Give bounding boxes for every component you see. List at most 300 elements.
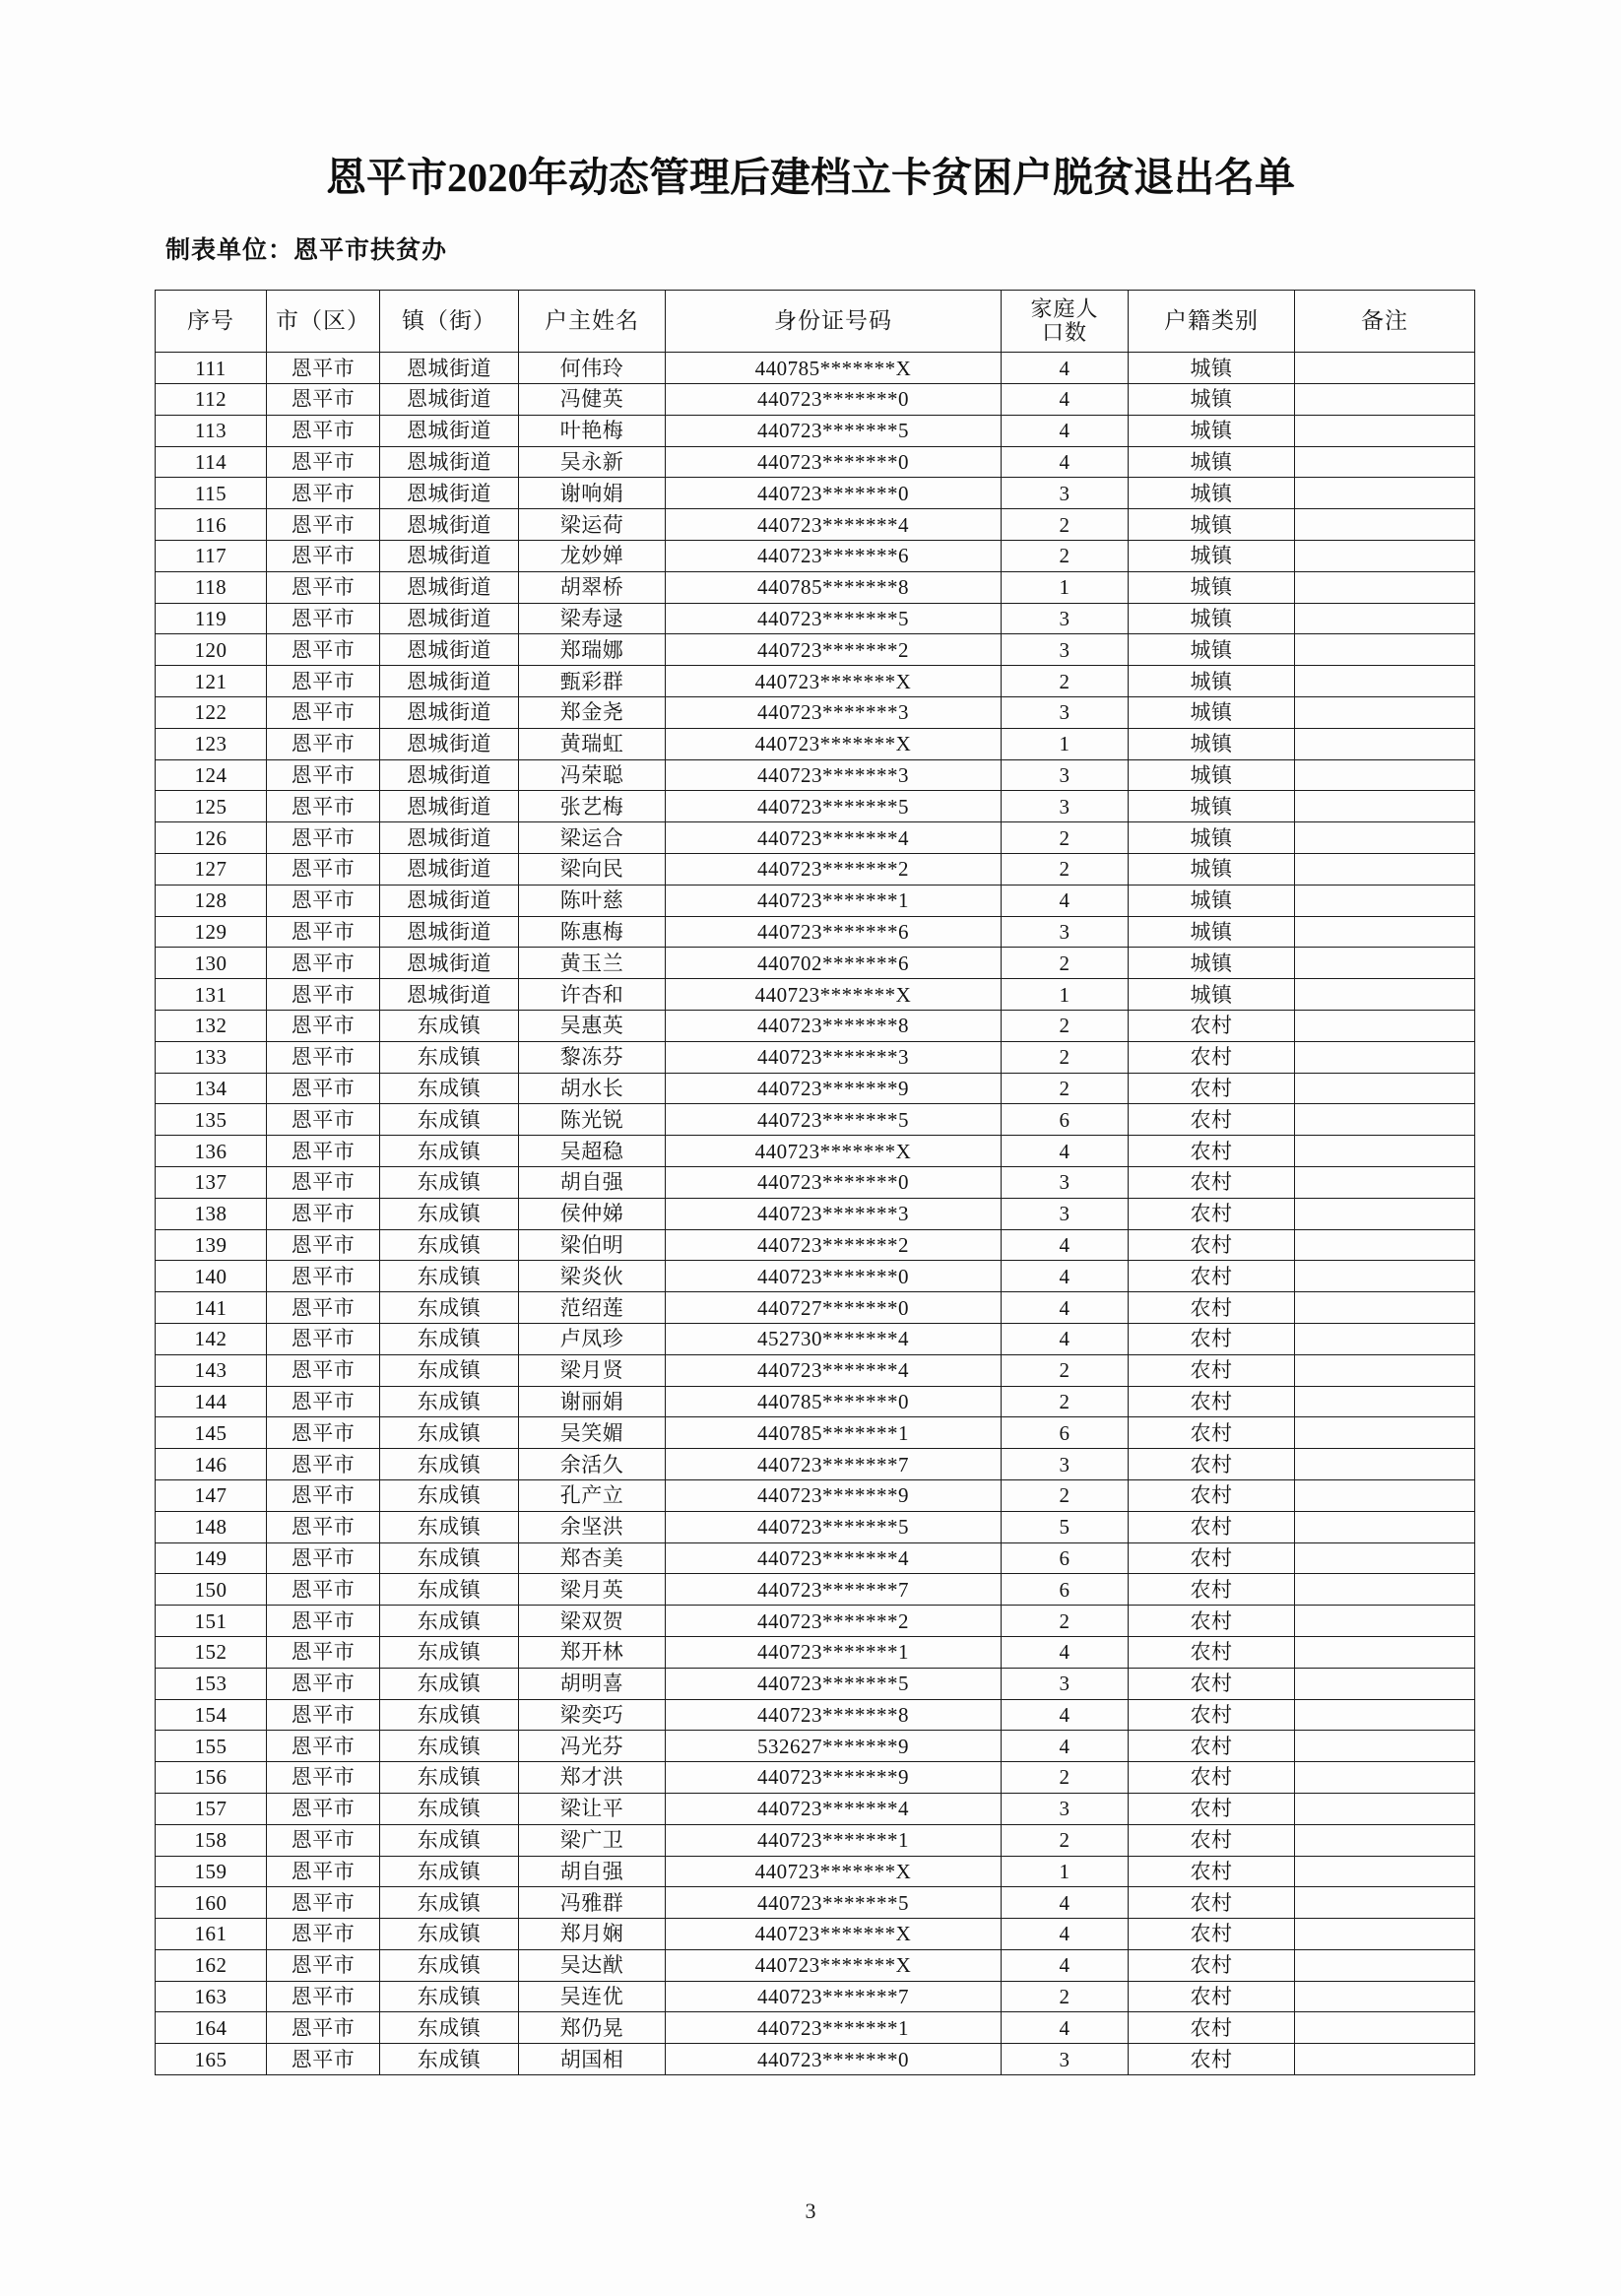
cell-remarks (1295, 1511, 1475, 1542)
cell-household-type: 城镇 (1129, 509, 1295, 541)
cell-sequence: 121 (156, 666, 267, 697)
cell-id-number: 440702*******6 (666, 948, 1002, 979)
cell-town: 恩城街道 (380, 728, 519, 759)
cell-id-number: 440723*******5 (666, 1104, 1002, 1136)
cell-household-size: 4 (1002, 885, 1129, 916)
cell-household-type: 城镇 (1129, 384, 1295, 416)
cell-household-size: 6 (1002, 1104, 1129, 1136)
cell-sequence: 127 (156, 854, 267, 886)
cell-town: 东成镇 (380, 1386, 519, 1417)
cell-householder-name: 吴达猷 (519, 1949, 666, 1981)
table-row (156, 1731, 1475, 1762)
cell-city: 恩平市 (267, 353, 380, 384)
cell-town: 恩城街道 (380, 541, 519, 572)
cell-household-type: 农村 (1129, 1386, 1295, 1417)
cell-remarks (1295, 1386, 1475, 1417)
household-size-line-2: 口数 (1041, 320, 1087, 346)
cell-householder-name: 梁奕巧 (519, 1699, 666, 1731)
cell-household-size: 4 (1002, 1261, 1129, 1292)
cell-householder-name: 吴惠英 (519, 1010, 666, 1041)
cell-householder-name: 郑杏美 (519, 1542, 666, 1574)
cell-sequence: 144 (156, 1386, 267, 1417)
cell-householder-name: 梁广卫 (519, 1824, 666, 1856)
column-header-remarks: 备注 (1295, 291, 1475, 353)
column-header-household-type: 户籍类别 (1129, 291, 1295, 353)
cell-id-number: 440723*******0 (666, 2044, 1002, 2075)
cell-household-size: 2 (1002, 1386, 1129, 1417)
cell-city: 恩平市 (267, 1511, 380, 1542)
cell-household-type: 城镇 (1129, 979, 1295, 1011)
table-row (156, 822, 1475, 854)
cell-city: 恩平市 (267, 791, 380, 822)
cell-city: 恩平市 (267, 1417, 380, 1449)
cell-city: 恩平市 (267, 1668, 380, 1699)
cell-city: 恩平市 (267, 854, 380, 886)
cell-household-size: 1 (1002, 571, 1129, 603)
cell-remarks (1295, 1636, 1475, 1668)
cell-town: 东成镇 (380, 1762, 519, 1794)
cell-town: 东成镇 (380, 1793, 519, 1824)
cell-household-type: 农村 (1129, 1449, 1295, 1480)
table-row (156, 541, 1475, 572)
cell-household-type: 城镇 (1129, 478, 1295, 509)
cell-householder-name: 郑金尧 (519, 697, 666, 729)
cell-remarks (1295, 509, 1475, 541)
cell-household-size: 6 (1002, 1542, 1129, 1574)
cell-householder-name: 陈光锐 (519, 1104, 666, 1136)
cell-household-type: 城镇 (1129, 854, 1295, 886)
cell-id-number: 440723*******9 (666, 1073, 1002, 1104)
cell-id-number: 440723*******5 (666, 1511, 1002, 1542)
cell-city: 恩平市 (267, 1261, 380, 1292)
cell-id-number: 440723*******3 (666, 1041, 1002, 1073)
cell-householder-name: 梁运荷 (519, 509, 666, 541)
cell-household-type: 城镇 (1129, 571, 1295, 603)
cell-household-type: 农村 (1129, 1479, 1295, 1511)
table-row (156, 885, 1475, 916)
cell-remarks (1295, 728, 1475, 759)
cell-household-type: 城镇 (1129, 948, 1295, 979)
cell-household-type: 农村 (1129, 1824, 1295, 1856)
table-row (156, 2044, 1475, 2075)
cell-householder-name: 谢响娟 (519, 478, 666, 509)
roster-table-container (0, 266, 1621, 2075)
cell-household-type: 农村 (1129, 1073, 1295, 1104)
cell-town: 东成镇 (380, 2012, 519, 2044)
cell-householder-name: 郑瑞娜 (519, 634, 666, 666)
cell-householder-name: 梁月英 (519, 1574, 666, 1606)
cell-household-size: 4 (1002, 1636, 1129, 1668)
cell-city: 恩平市 (267, 1824, 380, 1856)
cell-town: 东成镇 (380, 1198, 519, 1229)
table-row (156, 1136, 1475, 1167)
table-row (156, 1010, 1475, 1041)
table-row (156, 1417, 1475, 1449)
cell-householder-name: 侯仲娣 (519, 1198, 666, 1229)
cell-sequence: 162 (156, 1949, 267, 1981)
cell-remarks (1295, 916, 1475, 948)
cell-household-type: 农村 (1129, 1949, 1295, 1981)
cell-householder-name: 胡明喜 (519, 1668, 666, 1699)
cell-remarks (1295, 1762, 1475, 1794)
cell-remarks (1295, 791, 1475, 822)
table-row (156, 1104, 1475, 1136)
cell-town: 恩城街道 (380, 446, 519, 478)
cell-city: 恩平市 (267, 1229, 380, 1261)
cell-remarks (1295, 1166, 1475, 1198)
cell-sequence: 159 (156, 1856, 267, 1887)
cell-household-size: 4 (1002, 1323, 1129, 1354)
cell-town: 东成镇 (380, 1261, 519, 1292)
cell-household-size: 4 (1002, 1136, 1129, 1167)
cell-household-type: 农村 (1129, 1762, 1295, 1794)
cell-household-size: 3 (1002, 1793, 1129, 1824)
cell-household-size: 4 (1002, 1229, 1129, 1261)
cell-household-type: 农村 (1129, 1856, 1295, 1887)
cell-household-size: 1 (1002, 1856, 1129, 1887)
column-header-town: 镇（街） (380, 291, 519, 353)
cell-household-type: 农村 (1129, 1166, 1295, 1198)
cell-householder-name: 胡自强 (519, 1856, 666, 1887)
cell-remarks (1295, 1449, 1475, 1480)
cell-householder-name: 叶艳梅 (519, 415, 666, 446)
cell-sequence: 136 (156, 1136, 267, 1167)
cell-remarks (1295, 478, 1475, 509)
cell-household-size: 6 (1002, 1417, 1129, 1449)
cell-sequence: 129 (156, 916, 267, 948)
cell-household-type: 农村 (1129, 1104, 1295, 1136)
cell-town: 恩城街道 (380, 791, 519, 822)
cell-household-size: 3 (1002, 1668, 1129, 1699)
cell-city: 恩平市 (267, 1762, 380, 1794)
cell-household-size: 2 (1002, 1041, 1129, 1073)
table-row (156, 1981, 1475, 2012)
cell-remarks (1295, 1354, 1475, 1386)
cell-town: 东成镇 (380, 1136, 519, 1167)
cell-city: 恩平市 (267, 1574, 380, 1606)
cell-town: 恩城街道 (380, 666, 519, 697)
cell-householder-name: 梁双贺 (519, 1606, 666, 1637)
cell-household-size: 2 (1002, 1010, 1129, 1041)
cell-town: 东成镇 (380, 1887, 519, 1919)
table-body (156, 353, 1475, 2075)
cell-remarks (1295, 2044, 1475, 2075)
cell-sequence: 155 (156, 1731, 267, 1762)
cell-sequence: 130 (156, 948, 267, 979)
cell-household-type: 农村 (1129, 1668, 1295, 1699)
cell-town: 恩城街道 (380, 634, 519, 666)
cell-id-number: 440723*******7 (666, 1981, 1002, 2012)
cell-id-number: 440723*******8 (666, 1699, 1002, 1731)
cell-householder-name: 胡国相 (519, 2044, 666, 2075)
table-row (156, 446, 1475, 478)
cell-household-size: 2 (1002, 822, 1129, 854)
cell-household-type: 城镇 (1129, 634, 1295, 666)
cell-id-number: 440723*******0 (666, 446, 1002, 478)
table-row (156, 1292, 1475, 1324)
cell-id-number: 440723*******X (666, 1856, 1002, 1887)
cell-id-number: 440723*******4 (666, 1542, 1002, 1574)
cell-householder-name: 胡翠桥 (519, 571, 666, 603)
column-header-household-size (1002, 291, 1129, 353)
cell-id-number: 440723*******5 (666, 1887, 1002, 1919)
table-row (156, 384, 1475, 416)
cell-town: 东成镇 (380, 1041, 519, 1073)
cell-sequence: 157 (156, 1793, 267, 1824)
cell-household-type: 农村 (1129, 1731, 1295, 1762)
table-row (156, 1793, 1475, 1824)
cell-householder-name: 梁炎伙 (519, 1261, 666, 1292)
cell-city: 恩平市 (267, 1699, 380, 1731)
cell-household-size: 1 (1002, 728, 1129, 759)
cell-town: 东成镇 (380, 1606, 519, 1637)
cell-id-number: 440785*******8 (666, 571, 1002, 603)
cell-town: 东成镇 (380, 1949, 519, 1981)
cell-id-number: 440785*******1 (666, 1417, 1002, 1449)
cell-household-type: 农村 (1129, 1041, 1295, 1073)
cell-householder-name: 吴笑媚 (519, 1417, 666, 1449)
table-row (156, 948, 1475, 979)
cell-town: 东成镇 (380, 1354, 519, 1386)
cell-householder-name: 何伟玲 (519, 353, 666, 384)
cell-sequence: 139 (156, 1229, 267, 1261)
cell-town: 恩城街道 (380, 979, 519, 1011)
cell-householder-name: 胡自强 (519, 1166, 666, 1198)
cell-sequence: 149 (156, 1542, 267, 1574)
column-header-sequence: 序号 (156, 291, 267, 353)
table-row (156, 1668, 1475, 1699)
cell-id-number: 440723*******2 (666, 634, 1002, 666)
table-row (156, 1198, 1475, 1229)
cell-sequence: 161 (156, 1919, 267, 1950)
table-row (156, 1479, 1475, 1511)
table-row (156, 353, 1475, 384)
cell-householder-name: 郑开林 (519, 1636, 666, 1668)
cell-city: 恩平市 (267, 1606, 380, 1637)
cell-household-size: 4 (1002, 1919, 1129, 1950)
cell-remarks (1295, 353, 1475, 384)
cell-remarks (1295, 603, 1475, 634)
cell-id-number: 440723*******9 (666, 1479, 1002, 1511)
cell-town: 恩城街道 (380, 885, 519, 916)
cell-city: 恩平市 (267, 885, 380, 916)
table-row (156, 791, 1475, 822)
cell-sequence: 137 (156, 1166, 267, 1198)
cell-sequence: 117 (156, 541, 267, 572)
cell-city: 恩平市 (267, 1354, 380, 1386)
cell-household-type: 农村 (1129, 1261, 1295, 1292)
cell-household-type: 城镇 (1129, 916, 1295, 948)
cell-id-number: 440723*******5 (666, 603, 1002, 634)
cell-town: 东成镇 (380, 1636, 519, 1668)
cell-city: 恩平市 (267, 2044, 380, 2075)
cell-householder-name: 吴超稳 (519, 1136, 666, 1167)
cell-household-size: 3 (1002, 697, 1129, 729)
cell-household-size: 4 (1002, 1292, 1129, 1324)
column-header-id-number: 身份证号码 (666, 291, 1002, 353)
cell-town: 恩城街道 (380, 384, 519, 416)
cell-remarks (1295, 1949, 1475, 1981)
cell-id-number: 440723*******3 (666, 1198, 1002, 1229)
cell-remarks (1295, 415, 1475, 446)
cell-household-type: 城镇 (1129, 697, 1295, 729)
cell-household-type: 农村 (1129, 1887, 1295, 1919)
cell-city: 恩平市 (267, 1136, 380, 1167)
cell-id-number: 440723*******1 (666, 2012, 1002, 2044)
cell-city: 恩平市 (267, 916, 380, 948)
cell-remarks (1295, 1010, 1475, 1041)
cell-town: 恩城街道 (380, 854, 519, 886)
cell-town: 东成镇 (380, 1856, 519, 1887)
cell-sequence: 124 (156, 759, 267, 791)
cell-household-size: 3 (1002, 759, 1129, 791)
cell-household-size: 2 (1002, 948, 1129, 979)
table-row (156, 697, 1475, 729)
cell-sequence: 154 (156, 1699, 267, 1731)
cell-sequence: 148 (156, 1511, 267, 1542)
cell-household-type: 城镇 (1129, 446, 1295, 478)
table-row (156, 1949, 1475, 1981)
cell-town: 东成镇 (380, 1229, 519, 1261)
cell-householder-name: 郑月娴 (519, 1919, 666, 1950)
cell-sequence: 111 (156, 353, 267, 384)
cell-remarks (1295, 571, 1475, 603)
cell-remarks (1295, 1606, 1475, 1637)
cell-town: 恩城街道 (380, 759, 519, 791)
cell-household-size: 2 (1002, 1354, 1129, 1386)
cell-town: 恩城街道 (380, 415, 519, 446)
cell-id-number: 452730*******4 (666, 1323, 1002, 1354)
cell-sequence: 122 (156, 697, 267, 729)
cell-remarks (1295, 854, 1475, 886)
table-row (156, 1636, 1475, 1668)
cell-town: 东成镇 (380, 2044, 519, 2075)
cell-householder-name: 许杏和 (519, 979, 666, 1011)
cell-city: 恩平市 (267, 1981, 380, 2012)
cell-household-size: 4 (1002, 415, 1129, 446)
cell-town: 东成镇 (380, 1166, 519, 1198)
cell-id-number: 440723*******X (666, 728, 1002, 759)
cell-remarks (1295, 885, 1475, 916)
cell-town: 东成镇 (380, 1542, 519, 1574)
cell-householder-name: 梁伯明 (519, 1229, 666, 1261)
cell-id-number: 440723*******1 (666, 1824, 1002, 1856)
cell-household-type: 城镇 (1129, 791, 1295, 822)
cell-remarks (1295, 541, 1475, 572)
cell-remarks (1295, 2012, 1475, 2044)
table-row (156, 1229, 1475, 1261)
cell-city: 恩平市 (267, 728, 380, 759)
cell-id-number: 440723*******1 (666, 885, 1002, 916)
cell-householder-name: 黄玉兰 (519, 948, 666, 979)
cell-city: 恩平市 (267, 1731, 380, 1762)
cell-id-number: 440785*******X (666, 353, 1002, 384)
cell-sequence: 156 (156, 1762, 267, 1794)
cell-city: 恩平市 (267, 1104, 380, 1136)
cell-householder-name: 郑才洪 (519, 1762, 666, 1794)
cell-city: 恩平市 (267, 1292, 380, 1324)
cell-id-number: 440723*******0 (666, 1166, 1002, 1198)
table-row (156, 1323, 1475, 1354)
cell-remarks (1295, 697, 1475, 729)
cell-remarks (1295, 1229, 1475, 1261)
cell-city: 恩平市 (267, 1449, 380, 1480)
cell-remarks (1295, 1887, 1475, 1919)
cell-householder-name: 陈叶慈 (519, 885, 666, 916)
cell-id-number: 440723*******3 (666, 759, 1002, 791)
cell-remarks (1295, 1104, 1475, 1136)
table-row (156, 1449, 1475, 1480)
cell-id-number: 532627*******9 (666, 1731, 1002, 1762)
table-row (156, 571, 1475, 603)
cell-householder-name: 冯雅群 (519, 1887, 666, 1919)
page-title: 恩平市2020年动态管理后建档立卡贫困户脱贫退出名单 (326, 155, 1295, 200)
cell-city: 恩平市 (267, 1919, 380, 1950)
cell-remarks (1295, 634, 1475, 666)
table-row (156, 1919, 1475, 1950)
cell-sequence: 132 (156, 1010, 267, 1041)
cell-remarks (1295, 1073, 1475, 1104)
cell-town: 恩城街道 (380, 916, 519, 948)
cell-sequence: 134 (156, 1073, 267, 1104)
cell-remarks (1295, 1699, 1475, 1731)
cell-household-type: 农村 (1129, 1981, 1295, 2012)
cell-sequence: 164 (156, 2012, 267, 2044)
cell-household-size: 3 (1002, 1449, 1129, 1480)
table-row (156, 666, 1475, 697)
cell-id-number: 440723*******X (666, 1949, 1002, 1981)
cell-id-number: 440723*******4 (666, 1793, 1002, 1824)
cell-remarks (1295, 1198, 1475, 1229)
cell-householder-name: 黎冻芬 (519, 1041, 666, 1073)
cell-household-type: 城镇 (1129, 759, 1295, 791)
cell-id-number: 440723*******8 (666, 1010, 1002, 1041)
cell-sequence: 140 (156, 1261, 267, 1292)
cell-sequence: 141 (156, 1292, 267, 1324)
cell-householder-name: 梁向民 (519, 854, 666, 886)
cell-household-size: 3 (1002, 1166, 1129, 1198)
table-row (156, 1354, 1475, 1386)
table-row (156, 2012, 1475, 2044)
cell-city: 恩平市 (267, 1949, 380, 1981)
cell-householder-name: 余坚洪 (519, 1511, 666, 1542)
cell-remarks (1295, 384, 1475, 416)
cell-city: 恩平市 (267, 2012, 380, 2044)
cell-city: 恩平市 (267, 478, 380, 509)
cell-remarks (1295, 1292, 1475, 1324)
cell-sequence: 119 (156, 603, 267, 634)
table-row (156, 1073, 1475, 1104)
table-row (156, 1166, 1475, 1198)
cell-id-number: 440723*******5 (666, 415, 1002, 446)
cell-city: 恩平市 (267, 1041, 380, 1073)
cell-city: 恩平市 (267, 415, 380, 446)
cell-household-type: 农村 (1129, 1699, 1295, 1731)
cell-household-size: 3 (1002, 1198, 1129, 1229)
cell-household-type: 农村 (1129, 1136, 1295, 1167)
cell-sequence: 112 (156, 384, 267, 416)
cell-sequence: 115 (156, 478, 267, 509)
cell-town: 恩城街道 (380, 697, 519, 729)
cell-city: 恩平市 (267, 1386, 380, 1417)
cell-id-number: 440723*******4 (666, 822, 1002, 854)
cell-householder-name: 冯荣聪 (519, 759, 666, 791)
cell-householder-name: 梁运合 (519, 822, 666, 854)
cell-city: 恩平市 (267, 634, 380, 666)
table-row (156, 1386, 1475, 1417)
cell-household-type: 农村 (1129, 1511, 1295, 1542)
table-row (156, 1511, 1475, 1542)
